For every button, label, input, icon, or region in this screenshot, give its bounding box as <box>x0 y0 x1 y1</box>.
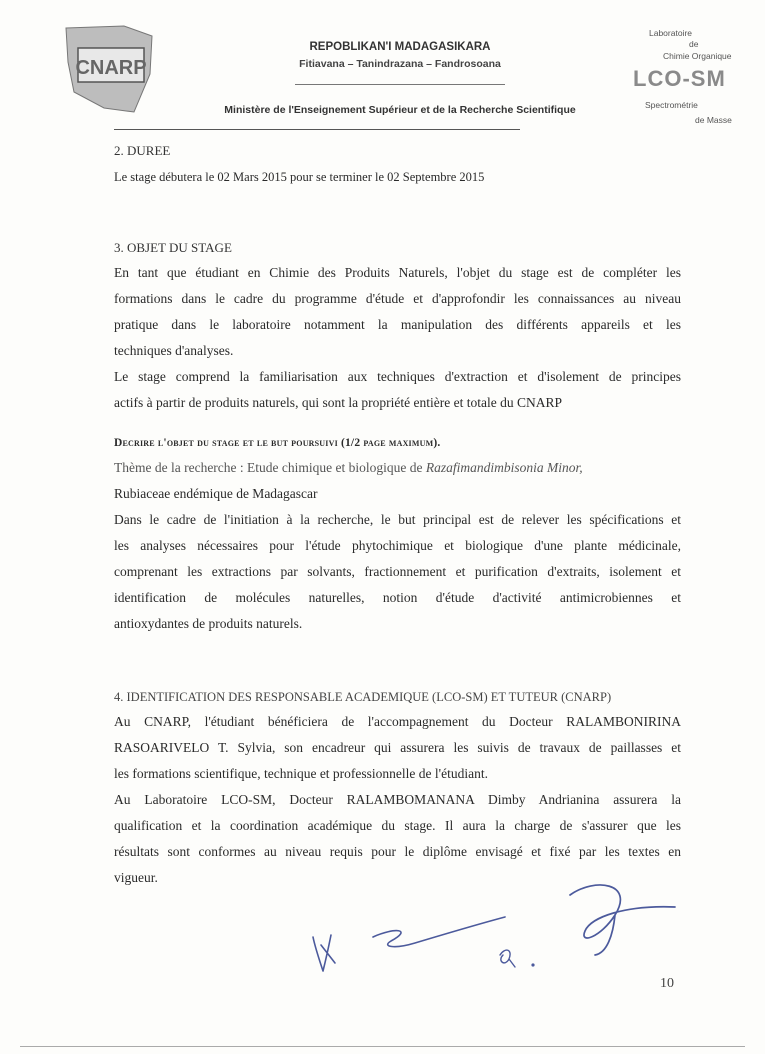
objet-line: actifs à partir de produits naturels, qui sont la propriété entière et totale du CNARP <box>114 395 563 410</box>
header-rule <box>114 129 520 130</box>
identification-line: Au CNARP, l'étudiant bénéficiera de l'accompagnement du Docteur RALAMBONIRINA <box>114 714 681 729</box>
cnarp-logo <box>64 22 154 114</box>
ministry-title: Ministère de l'Enseignement Supérieur et de la Recherche Scientifique <box>224 104 576 116</box>
objet-line: En tant que étudiant en Chimie des Produits Naturels, l'objet du stage est de compléter les <box>114 265 681 280</box>
objet-line: Le stage comprend la familiarisation aux techniques d'extraction et d'isolement de principes <box>114 369 681 384</box>
section-duree-title: 2. DUREE <box>114 143 171 158</box>
footer-rule <box>20 1046 745 1047</box>
lab-logo-brand: LCO-SM <box>633 66 726 91</box>
objet-subheading: Decrire l'objet du stage et le but poursuivi (1/2 page maximum). <box>114 437 441 449</box>
research-theme <box>114 455 681 481</box>
lab-logo-line: de <box>689 39 699 49</box>
lab-logo-line: de Masse <box>695 115 732 125</box>
page-number: 10 <box>660 976 674 991</box>
lco-sm-logo <box>625 28 745 133</box>
lab-logo-line: Laboratoire <box>649 28 693 38</box>
objet-line: techniques d'analyses. <box>114 343 234 358</box>
research-theme-prefix: Thème de la recherche : Etude chimique et biologique de <box>114 460 426 475</box>
section-objet-title: 3. OBJET DU STAGE <box>114 240 232 255</box>
lab-logo-line: Chimie Organique <box>663 51 732 61</box>
objet-body-line: Dans le cadre de l'initiation à la recherche, le but principal est de relever les spécifications et <box>114 512 681 527</box>
research-species: Razafimandimbisonia Minor, <box>425 460 583 475</box>
objet-body-line: antioxydantes de produits naturels. <box>114 616 303 631</box>
identification-line: résultats sont conformes au niveau requis pour le diplôme envisagé et fixé par les textes en <box>114 844 681 859</box>
objet-body-line: les analyses nécessaires pour l'étude phytochimique et biologique d'une plante médicinale, <box>114 538 681 553</box>
objet-body-line: identification de molécules naturelles, notion d'étude d'activité antimicrobiennes et <box>114 590 681 605</box>
identification-line: les formations scientifique, technique et professionnelle de l'étudiant. <box>114 766 488 781</box>
objet-line: pratique dans le laboratoire notamment la manipulation des différents appareils et les <box>114 317 681 332</box>
republic-title: REPOBLIKAN'I MADAGASIKARA <box>309 41 491 53</box>
objet-body-line: comprenant les extractions par solvants, fractionnement et purification d'extraits, isolement et <box>114 564 681 579</box>
lab-logo-line: Spectrométrie <box>645 100 698 110</box>
identification-line: vigueur. <box>114 870 158 885</box>
cnarp-logo-text: CNARP <box>75 57 147 79</box>
header-divider <box>295 84 505 85</box>
identification-line: RASOARIVELO T. Sylvia, son encadreur qui assurera les suivis de travaux de paillasses et <box>114 740 681 755</box>
section-duree-text: Le stage débutera le 02 Mars 2015 pour se terminer le 02 Septembre 2015 <box>114 170 485 184</box>
identification-line: qualification et la coordination académique du stage. Il aura la charge de s'assurer que les <box>114 818 681 833</box>
signatures <box>295 875 695 985</box>
research-theme-line2: Rubiaceae endémique de Madagascar <box>114 486 318 501</box>
republic-motto: Fitiavana – Tanindrazana – Fandrosoana <box>299 58 501 70</box>
section-identification-title: 4. IDENTIFICATION DES RESPONSABLE ACADEMIQUE (LCO-SM) ET TUTEUR (CNARP) <box>114 690 612 704</box>
objet-line: formations dans le cadre du programme d'étude et d'approfondir les connaissances au niveau <box>114 291 681 306</box>
identification-line: Au Laboratoire LCO-SM, Docteur RALAMBOMANANA Dimby Andrianina assurera la <box>114 792 681 807</box>
